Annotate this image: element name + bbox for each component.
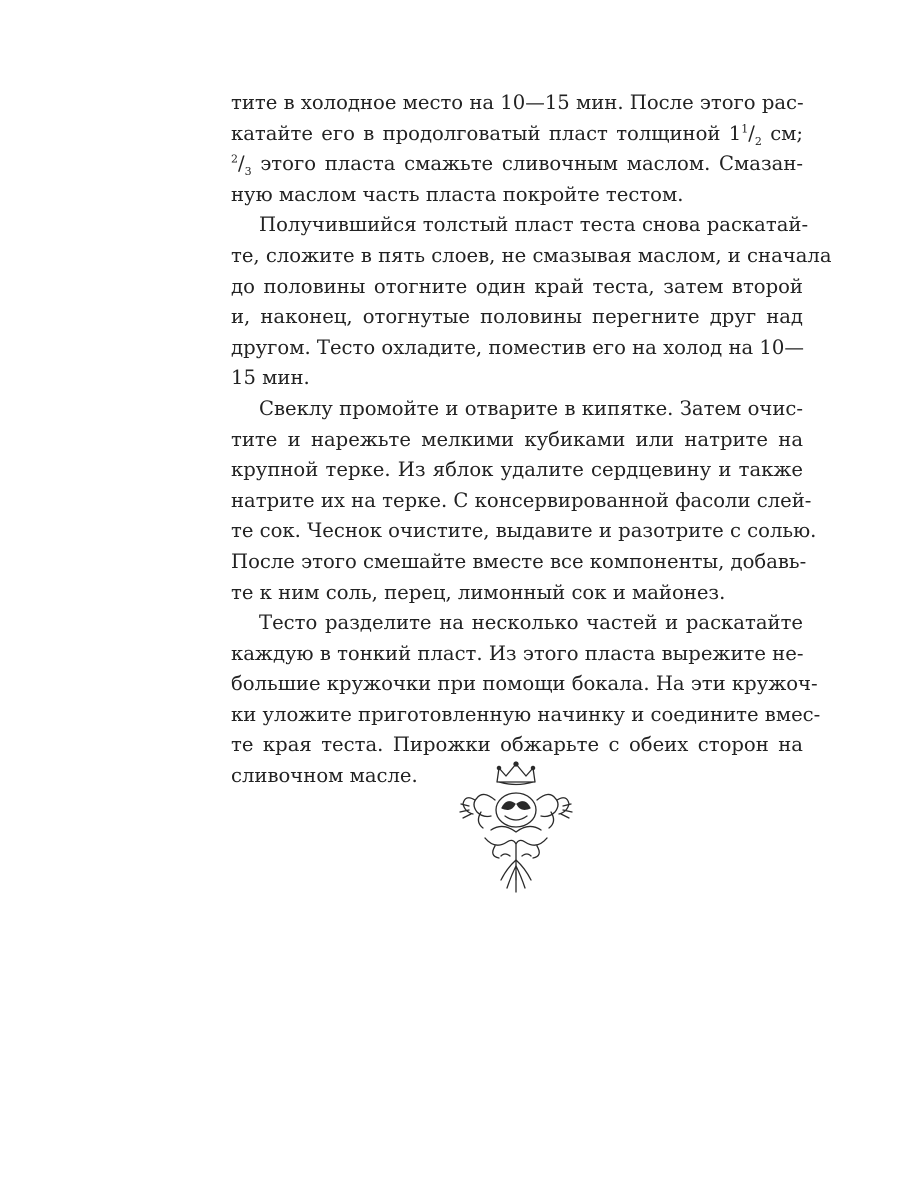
text-line: крупной терке. Из яблок удалите сердцевину и также: [231, 458, 803, 482]
heraldic-crest-ornament-icon: [455, 760, 577, 894]
text-line: После этого смешайте вместе все компоненты, добавь-: [231, 549, 807, 573]
text-line: те сок. Чеснок очистите, выдавите и разотрите с солью.: [231, 519, 817, 543]
text-line: ки уложите приготовленную начинку и соедините вмес-: [231, 702, 821, 726]
text-line: $^2/_3$ этого пласта смажьте сливочным маслом. Смазан-: [231, 152, 803, 179]
text-line: другом. Тесто охладите, поместив его на холод на 10—: [231, 335, 804, 359]
text-line: Свеклу промойте и отварите в кипятке. Затем очис-: [259, 396, 803, 420]
text-line-main: катайте его в продолговатый пласт толщиной 1: [231, 121, 742, 145]
fraction-numerator: 2: [231, 152, 238, 166]
fraction-denominator: 3: [244, 165, 252, 179]
text-line: те к ним соль, перец, лимонный сок и майонез.: [231, 580, 726, 604]
text-line: и, наконец, отогнутые половины перегните друг над: [231, 305, 803, 329]
fraction-numerator: 1: [741, 122, 749, 136]
text-line: натрите их на терке. С консервированной фасоли слей-: [231, 488, 812, 512]
text-line: 15 мин.: [231, 366, 310, 390]
text-line: каждую в тонкий пласт. Из этого пласта вырежите не-: [231, 641, 804, 665]
text-line: Тесто разделите на несколько частей и раскатайте: [259, 611, 803, 635]
text-line: большие кружочки при помощи бокала. На эти кружоч-: [231, 672, 818, 696]
body-text: [231, 88, 832, 792]
fraction-denominator: 2: [754, 134, 762, 148]
text-line-tail: см;: [761, 121, 804, 145]
text-line: ную маслом часть пласта покройте тестом.: [231, 182, 684, 206]
paragraph-2: [231, 210, 832, 394]
text-line-main: этого пласта смажьте сливочным маслом. Смазан-: [260, 152, 803, 176]
text-line: до половины отогните один край теста, затем второй: [231, 274, 803, 298]
text-line: те края теста. Пирожки обжарьте с обеих сторон на: [231, 733, 803, 757]
text-line: Получившийся толстый пласт теста снова раскатай-: [259, 213, 809, 237]
text-line: тите и нарежьте мелкими кубиками или натрите на: [231, 427, 803, 451]
text-line: тите в холодное место на 10—15 мин. После этого рас-: [231, 91, 804, 114]
paragraph-3: [231, 394, 817, 608]
text-line: те, сложите в пять слоев, не смазывая маслом, и сначала: [231, 243, 832, 267]
paragraph-1: [231, 88, 803, 210]
text-line: сливочном масле.: [231, 764, 418, 788]
text-line: катайте его в продолговатый пласт толщиной $1^1/_2$ см;: [231, 121, 804, 148]
